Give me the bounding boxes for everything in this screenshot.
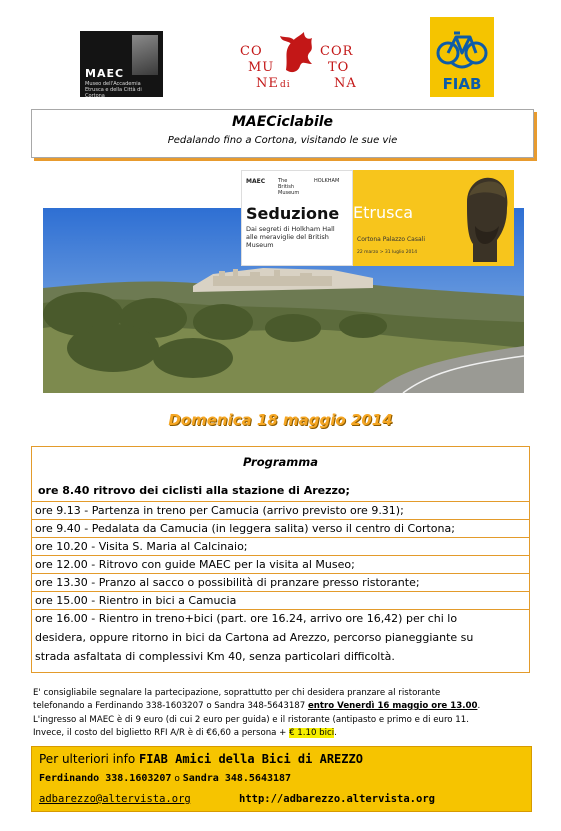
page-subtitle: Pedalando fino a Cortona, visitando le sue vie <box>167 135 398 146</box>
cortona-logo-text: CO <box>240 44 263 59</box>
banner-description: Dai segreti di Holkham Hall alle meraviglie del British Museum <box>246 225 335 249</box>
ticket-cost-text: Invece, il costo del biglietto RFI A/R è di €6,60 a persona + <box>33 728 290 738</box>
comune-cortona-logo <box>234 30 366 96</box>
participation-note: E' consigliabile segnalare la partecipazione, soprattutto per chi desidera pranzare al ristorante <box>33 688 441 698</box>
info-prefix: Per ulteriori info <box>39 752 139 766</box>
maec-logo-subtitle: Museo dell'Accademia Etrusca e della Città di Cortona <box>85 81 142 99</box>
banner-dates: 22 marzo > 31 luglio 2014 <box>357 250 418 255</box>
links-line <box>39 793 435 805</box>
deadline-text: entro Venerdì 16 maggio ore 13.00 <box>307 701 478 711</box>
page-title: MAECiclabile <box>231 114 334 130</box>
maec-logo-image <box>132 35 158 75</box>
program-item: ore 15.00 - Rientro in bici a Camucia <box>35 594 237 607</box>
banner-title-etrusca: Etrusca <box>353 203 414 222</box>
program-item: ore 12.00 - Ritrovo con guide MAEC per la visita al Museo; <box>35 558 355 571</box>
exhibition-banner <box>241 170 514 266</box>
ticket-note: Invece, il costo del biglietto RFI A/R è di €6,60 a persona + € 1.10 bici. <box>33 728 337 738</box>
maec-logo <box>80 31 163 97</box>
info-footer <box>31 746 532 812</box>
program-item: ore 16.00 - Rientro in treno+bici (part. ore 16.24, arrivo ore 16,42) per chi lo <box>35 612 458 625</box>
contact-phones-text: telefonando a Ferdinando 338-1603207 o Sandra 348-5643187 <box>33 701 308 711</box>
program-item: ore 9.40 - Pedalata da Camucia (in leggera salita) verso il centro di Cortona; <box>35 522 455 535</box>
program-item: ore 9.13 - Partenza in treno per Camucia (arrivo previsto ore 9.31); <box>35 504 404 517</box>
banner-sponsor: MAEC <box>246 178 266 185</box>
website-link[interactable]: http://adbarezzo.altervista.org <box>239 793 435 805</box>
email-link[interactable]: adbarezzo@altervista.org <box>39 793 191 805</box>
title-box <box>31 109 534 158</box>
contact-ferdinando: Ferdinando 338.1603207 <box>39 773 172 784</box>
program-title: Programma <box>242 455 319 469</box>
program-item: ore 10.20 - Visita S. Maria al Calcinaio; <box>35 540 248 553</box>
cortona-logo-text: di <box>280 80 291 90</box>
program-item: strada asfaltata di complessivi Km 40, senza particolari difficoltà. <box>35 650 395 663</box>
info-line <box>39 752 363 766</box>
contacts-line: Ferdinando 338.1603207 o Sandra 348.5643187 <box>39 773 292 784</box>
cortona-logo-text: TO <box>328 60 350 75</box>
program-item: ore 8.40 ritrovo dei ciclisti alla stazione di Arezzo; <box>38 484 350 497</box>
cortona-logo-text: COR <box>320 44 354 59</box>
program-item: desidera, oppure ritorno in bici da Cartona ad Arezzo, percorso pianeggiante su <box>35 631 474 644</box>
etruscan-head-sculpture <box>457 172 512 264</box>
banner-sponsor: HOLKHAM <box>314 178 340 184</box>
contact-deadline-note: telefonando a Ferdinando 338-1603207 o Sandra 348-5643187 entro Venerdì 16 maggio ore 13.00. <box>33 701 481 711</box>
banner-place: Cortona Palazzo Casali <box>357 236 425 243</box>
program-box <box>31 446 530 673</box>
bike-fee-highlight: € 1.10 bici <box>289 728 335 738</box>
banner-title-seduzione: Seduzione <box>246 204 340 223</box>
organization-name: FIAB Amici della Bici di AREZZO <box>138 752 363 766</box>
event-date-heading: Domenica 18 maggio 2014 <box>168 411 393 429</box>
banner-sponsor: The British Museum <box>278 178 300 196</box>
cortona-logo-text: NA <box>334 76 357 91</box>
fiab-logo <box>430 17 494 97</box>
cortona-logo-text: MU <box>248 60 275 75</box>
cortona-logo-text: NE <box>256 76 279 91</box>
bicycle-icon <box>434 23 490 71</box>
maec-logo-name: MAEC <box>85 67 125 80</box>
price-note: L'ingresso al MAEC è di 9 euro (di cui 2 euro per guida) e il ristorante (antipasto e primo e di euro 11. <box>33 715 469 725</box>
contact-sandra: Sandra 348.5643187 <box>182 773 292 784</box>
griffin-emblem-icon <box>278 30 320 76</box>
fiab-logo-name: FIAB <box>442 75 482 93</box>
program-item: ore 13.30 - Pranzo al sacco o possibilità di pranzare presso ristorante; <box>35 576 420 589</box>
